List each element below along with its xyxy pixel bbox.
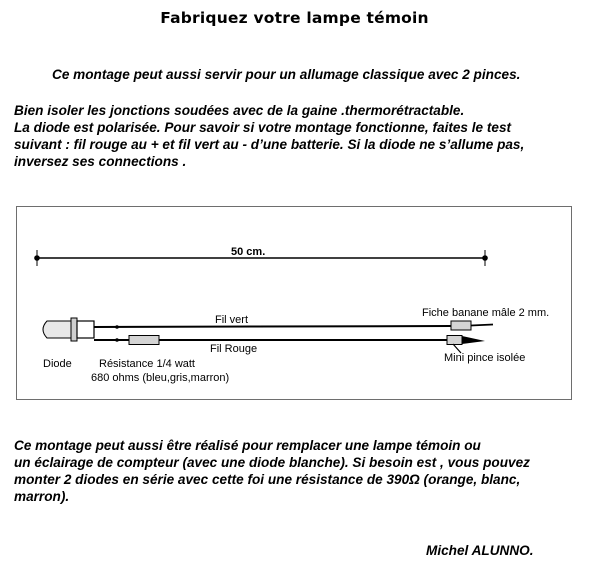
wire-green-label: Fil vert	[215, 314, 248, 326]
mini-clip-jaws	[462, 336, 485, 344]
wire-red-label: Fil Rouge	[210, 343, 258, 355]
instructions-paragraph: Bien isoler les jonctions soudées avec de la gaine .thermorétractable. La diode est polarisée. Pour savoir si votre montage fonctionne, faites le test suivant : fil rouge au + et fil vert au - d’une batterie. Si la diode ne s’allume pas, inversez ses connections .	[14, 103, 525, 169]
diode-base	[77, 321, 94, 338]
junction-green	[115, 325, 119, 329]
banana-plug	[451, 321, 471, 330]
resistor	[129, 336, 159, 345]
dimension-dot-left	[34, 255, 40, 261]
junction-red	[115, 338, 119, 342]
diode-bulb	[43, 321, 71, 338]
resistor-value-label: 680 ohms (bleu,gris,marron)	[91, 372, 230, 384]
dimension-label: 50 cm.	[231, 246, 266, 258]
mini-clip-label: Mini pince isolée	[444, 352, 526, 364]
intro-paragraph: Ce montage peut aussi servir pour un allumage classique avec 2 pinces.	[52, 67, 521, 82]
resistor-label: Résistance 1/4 watt	[99, 358, 195, 370]
banana-plug-label: Fiche banane mâle 2 mm.	[422, 307, 550, 319]
banana-plug-pin	[471, 325, 493, 326]
page-title: Fabriquez votre lampe témoin	[160, 9, 429, 27]
mini-clip-body	[447, 336, 462, 345]
diode-collar	[71, 318, 77, 341]
wire-green	[94, 326, 451, 327]
dimension-dot-right	[482, 255, 488, 261]
diode-label: Diode	[43, 358, 72, 370]
outro-paragraph: Ce montage peut aussi être réalisé pour remplacer une lampe témoin ou un éclairage de compteur (avec une diode blanche). Si besoin est , vous pouvez monter 2 diodes en série avec cette foi une résistance de 390Ω (orange, blanc, marron).	[14, 438, 530, 504]
author-signature: Michel ALUNNO.	[426, 543, 534, 558]
wiring-diagram	[16, 206, 572, 400]
